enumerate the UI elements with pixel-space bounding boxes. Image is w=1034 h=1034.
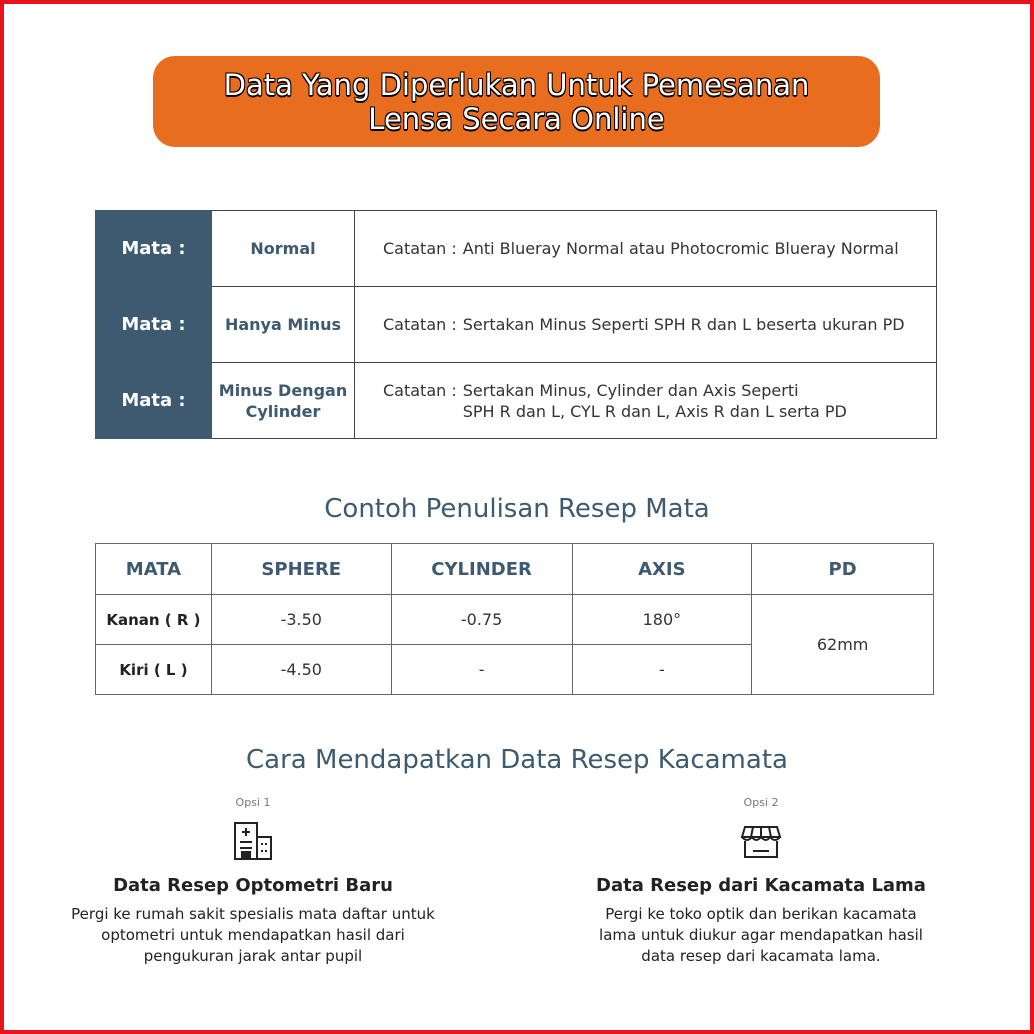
option-card-2 — [551, 796, 971, 967]
axis-value: - — [572, 645, 752, 695]
option-description: Pergi ke rumah sakit spesialis mata daftar untuk optometri untuk mendapatkan hasil dari pengukuran jarak antar pupil — [71, 905, 435, 965]
option-card-1 — [43, 796, 463, 967]
option-title: Data Resep dari Kacamata Lama — [596, 875, 926, 896]
lens-note — [383, 314, 936, 335]
note-key: Catatan : — [383, 239, 457, 258]
option-tag: Opsi 1 — [235, 796, 271, 809]
col-header-axis: AXIS — [572, 544, 752, 595]
prescription-table — [95, 543, 934, 695]
banner-title-line2: Lensa Secara Online — [368, 101, 665, 136]
row-label: Mata : — [96, 211, 212, 287]
row-label: Mata : — [96, 287, 212, 363]
table-row — [96, 595, 934, 645]
table-row — [96, 211, 937, 287]
table-header-row — [96, 544, 934, 595]
option-title: Data Resep Optometri Baru — [113, 875, 393, 896]
lens-type: Hanya Minus — [212, 287, 355, 363]
cylinder-value: - — [391, 645, 572, 695]
lens-note — [383, 238, 936, 259]
lens-type: Normal — [212, 211, 355, 287]
lens-type-line2: Cylinder — [245, 401, 321, 421]
eye-label: Kanan ( R ) — [96, 595, 212, 645]
note-text: Sertakan Minus Seperti SPH R dan L beserta ukuran PD — [462, 315, 905, 334]
col-header-cylinder: CYLINDER — [391, 544, 572, 595]
cylinder-value: -0.75 — [391, 595, 572, 645]
howto-title: Cara Mendapatkan Data Resep Kacamata — [246, 745, 788, 775]
note-key: Catatan : — [383, 315, 457, 334]
lens-requirements-table — [95, 210, 937, 439]
lens-type-line1: Minus Dengan — [218, 380, 348, 400]
col-header-pd: PD — [752, 544, 934, 595]
banner-title-line1: Data Yang Diperlukan Untuk Pemesanan — [223, 67, 810, 102]
option-description: Pergi ke toko optik dan berikan kacamata lama untuk diukur agar mendapatkan hasil data resep dari kacamata lama. — [599, 905, 923, 965]
pd-value: 62mm — [752, 595, 934, 695]
option-tag: Opsi 2 — [743, 796, 779, 809]
sphere-value: -4.50 — [211, 645, 391, 695]
table-row — [96, 287, 937, 363]
row-label: Mata : — [96, 363, 212, 439]
note-text: Anti Blueray Normal atau Photocromic Blueray Normal — [462, 239, 899, 258]
lens-note — [383, 380, 936, 422]
axis-value: 180° — [572, 595, 752, 645]
header-banner — [153, 56, 880, 147]
hospital-icon — [231, 819, 275, 863]
store-icon — [739, 819, 783, 863]
table-row — [96, 363, 937, 439]
sphere-value: -3.50 — [211, 595, 391, 645]
lens-type — [212, 363, 355, 439]
example-title: Contoh Penulisan Resep Mata — [324, 494, 710, 524]
col-header-mata: MATA — [96, 544, 212, 595]
col-header-sphere: SPHERE — [211, 544, 391, 595]
note-text-line1: Sertakan Minus, Cylinder dan Axis Seperti — [462, 380, 799, 400]
eye-label: Kiri ( L ) — [96, 645, 212, 695]
note-key: Catatan : — [383, 380, 457, 400]
note-text-line2: SPH R dan L, CYL R dan L, Axis R dan L serta PD — [462, 401, 847, 421]
